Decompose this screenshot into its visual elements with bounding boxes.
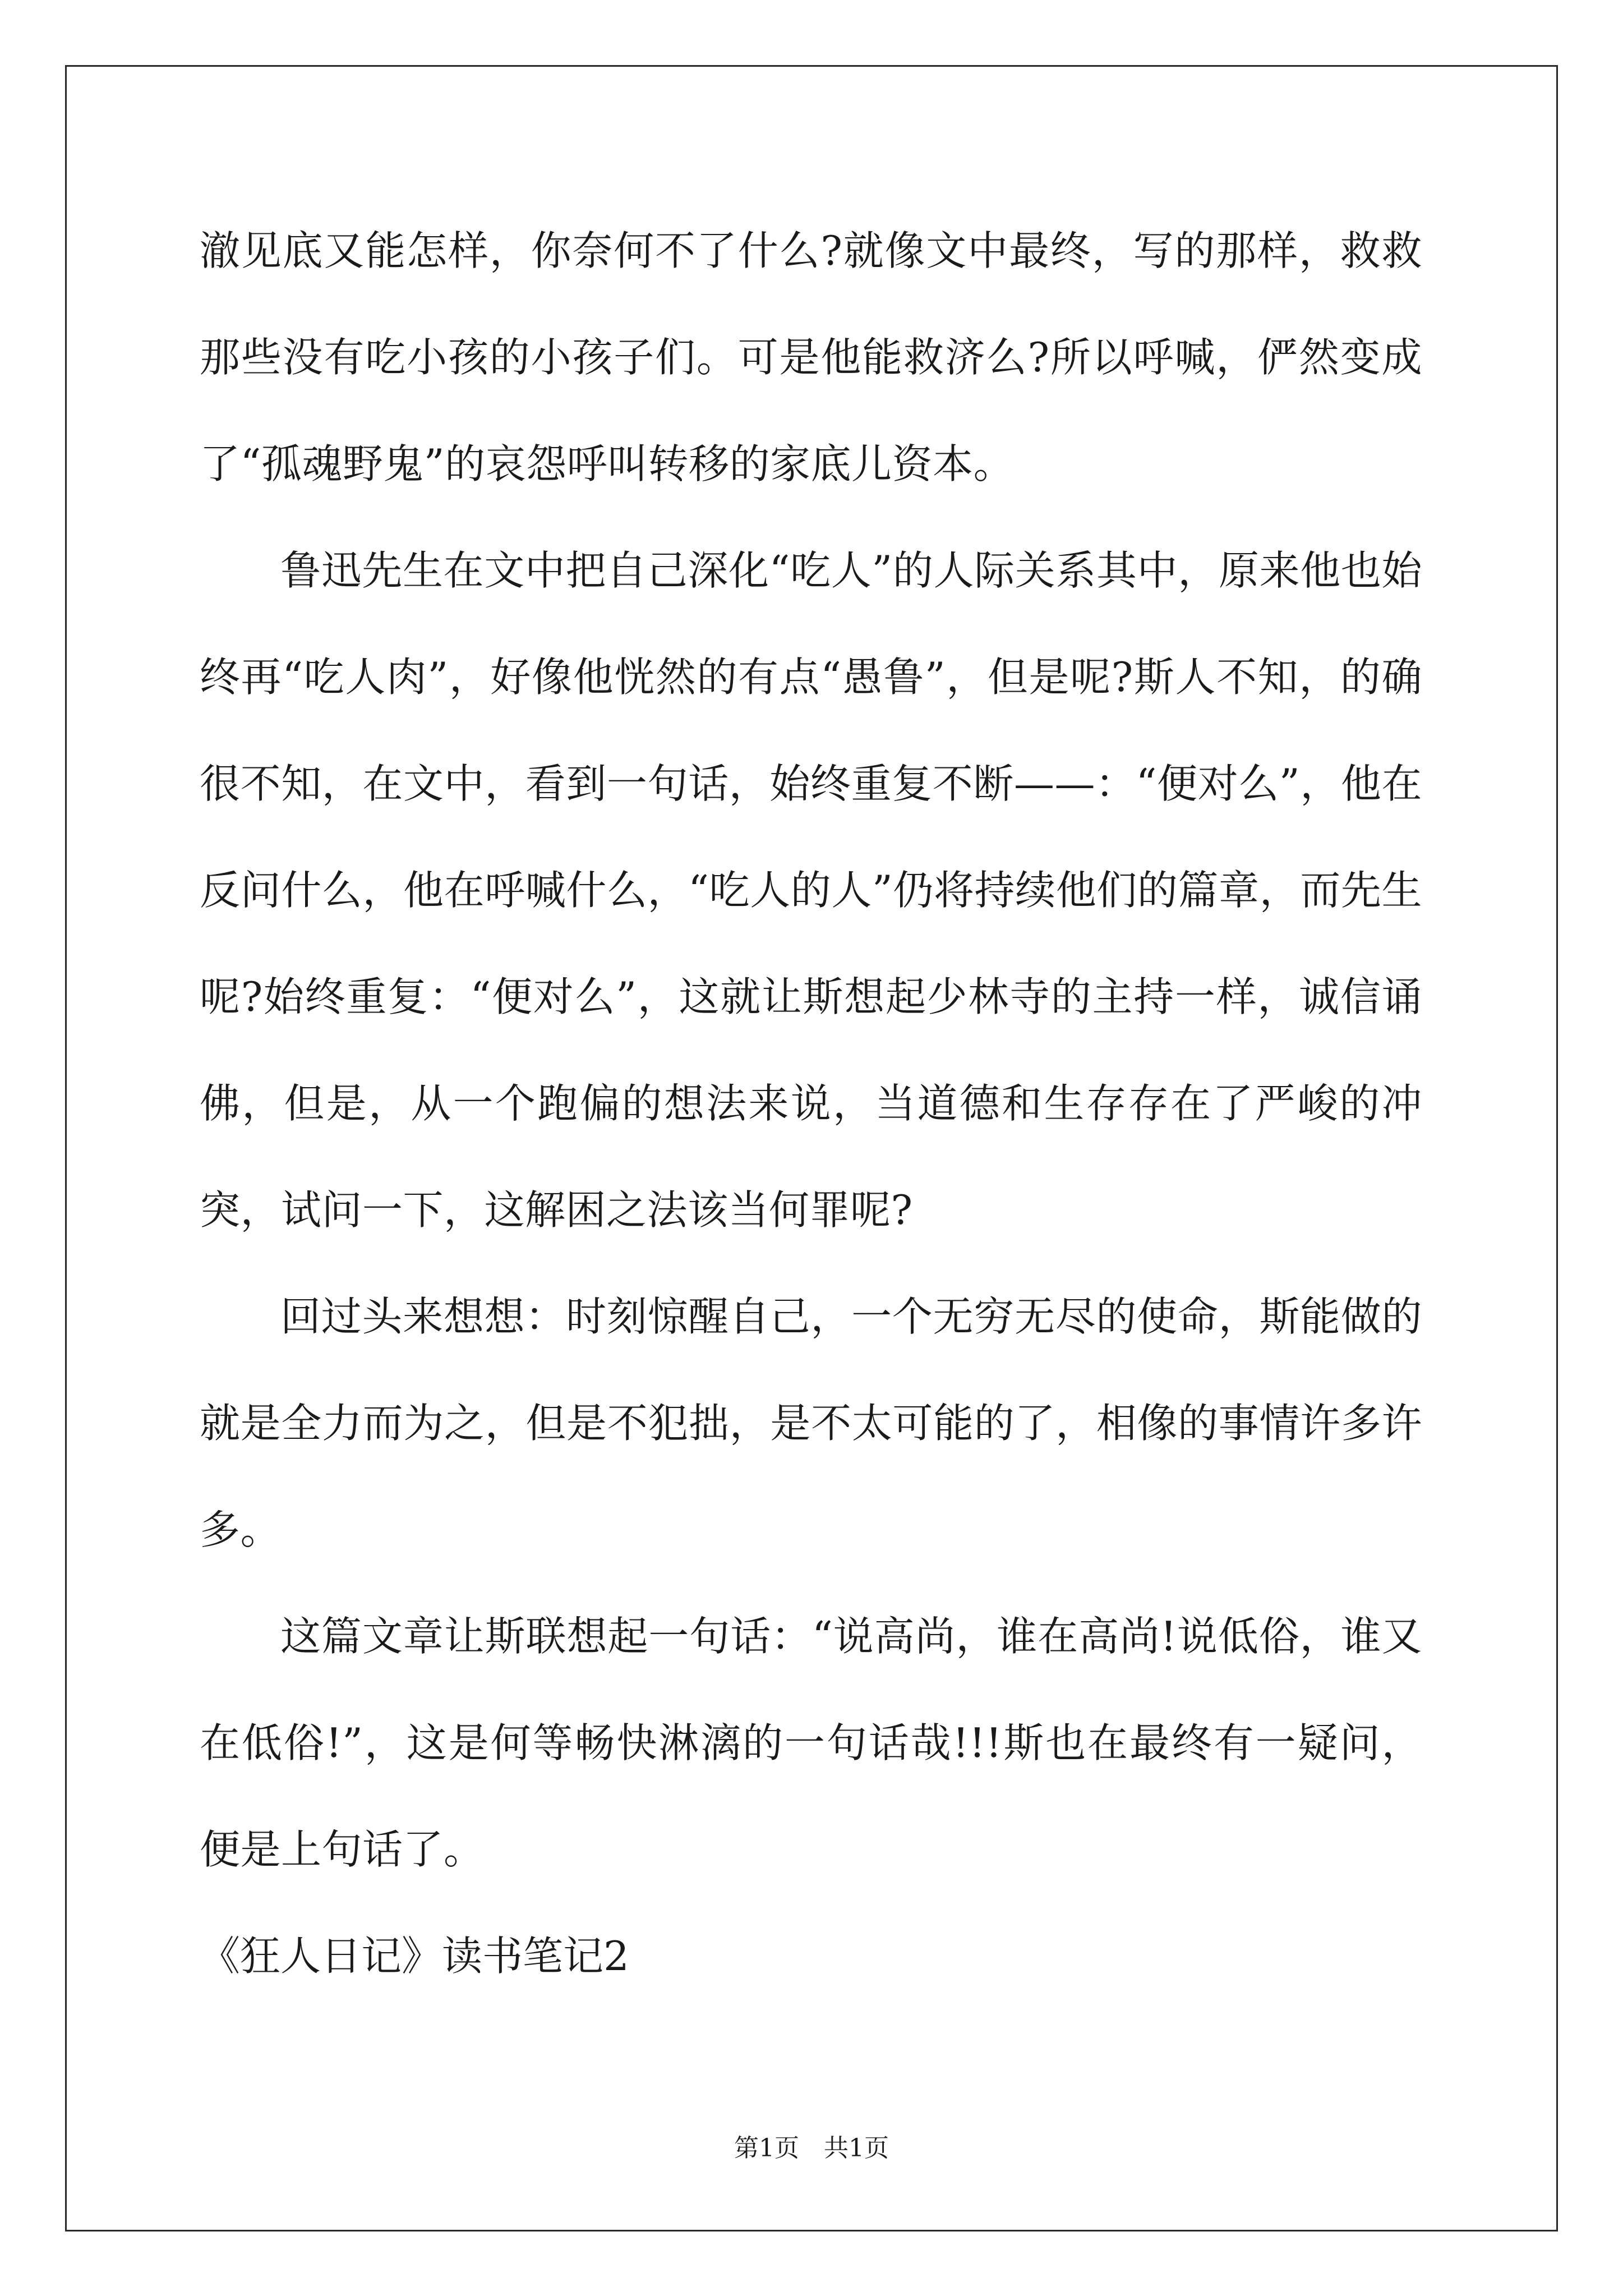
page-total: 共1页	[824, 2134, 889, 2162]
paragraph-4: 这篇文章让斯联想起一句话：“说高尚，谁在高尚!说低俗，谁又在低俗!”，这是何等畅快淋漓的一句话哉!!!斯也在最终有一疑问，便是上句话了。	[200, 1613, 1422, 1873]
page-footer	[0, 2132, 1623, 2165]
paragraph-1: 澈见底又能怎样，你奈何不了什么?就像文中最终，写的那样，救救那些没有吃小孩的小孩子们。可是他能救济么?所以呼喊，俨然变成了“孤魂野鬼”的哀怨呼叫转移的家底儿资本。	[200, 227, 1422, 487]
section-heading: 《狂人日记》读书笔记2	[200, 1932, 629, 1980]
page-number: 第1页	[734, 2134, 799, 2162]
document-body	[200, 197, 1422, 2009]
paragraph-2: 鲁迅先生在文中把自己深化“吃人”的人际关系其中，原来他也始终再“吃人肉”，好像他恍然的有点“愚鲁”，但是呢?斯人不知，的确很不知，在文中，看到一句话，始终重复不断——：“便对么”，他在反问什么，他在呼喊什么，“吃人的人”仍将持续他们的篇章，而先生呢?始终重复：“便对么”，这就让斯想起少林寺的主持一样，诚信诵佛，但是，从一个跑偏的想法来说，当道德和生存存在了严峻的冲突，试问一下，这解困之法该当何罪呢?	[200, 547, 1422, 1234]
paragraph-3: 回过头来想想：时刻惊醒自己，一个无穷无尽的使命，斯能做的就是全力而为之，但是不犯拙，是不太可能的了，相像的事情许多许多。	[200, 1293, 1422, 1553]
